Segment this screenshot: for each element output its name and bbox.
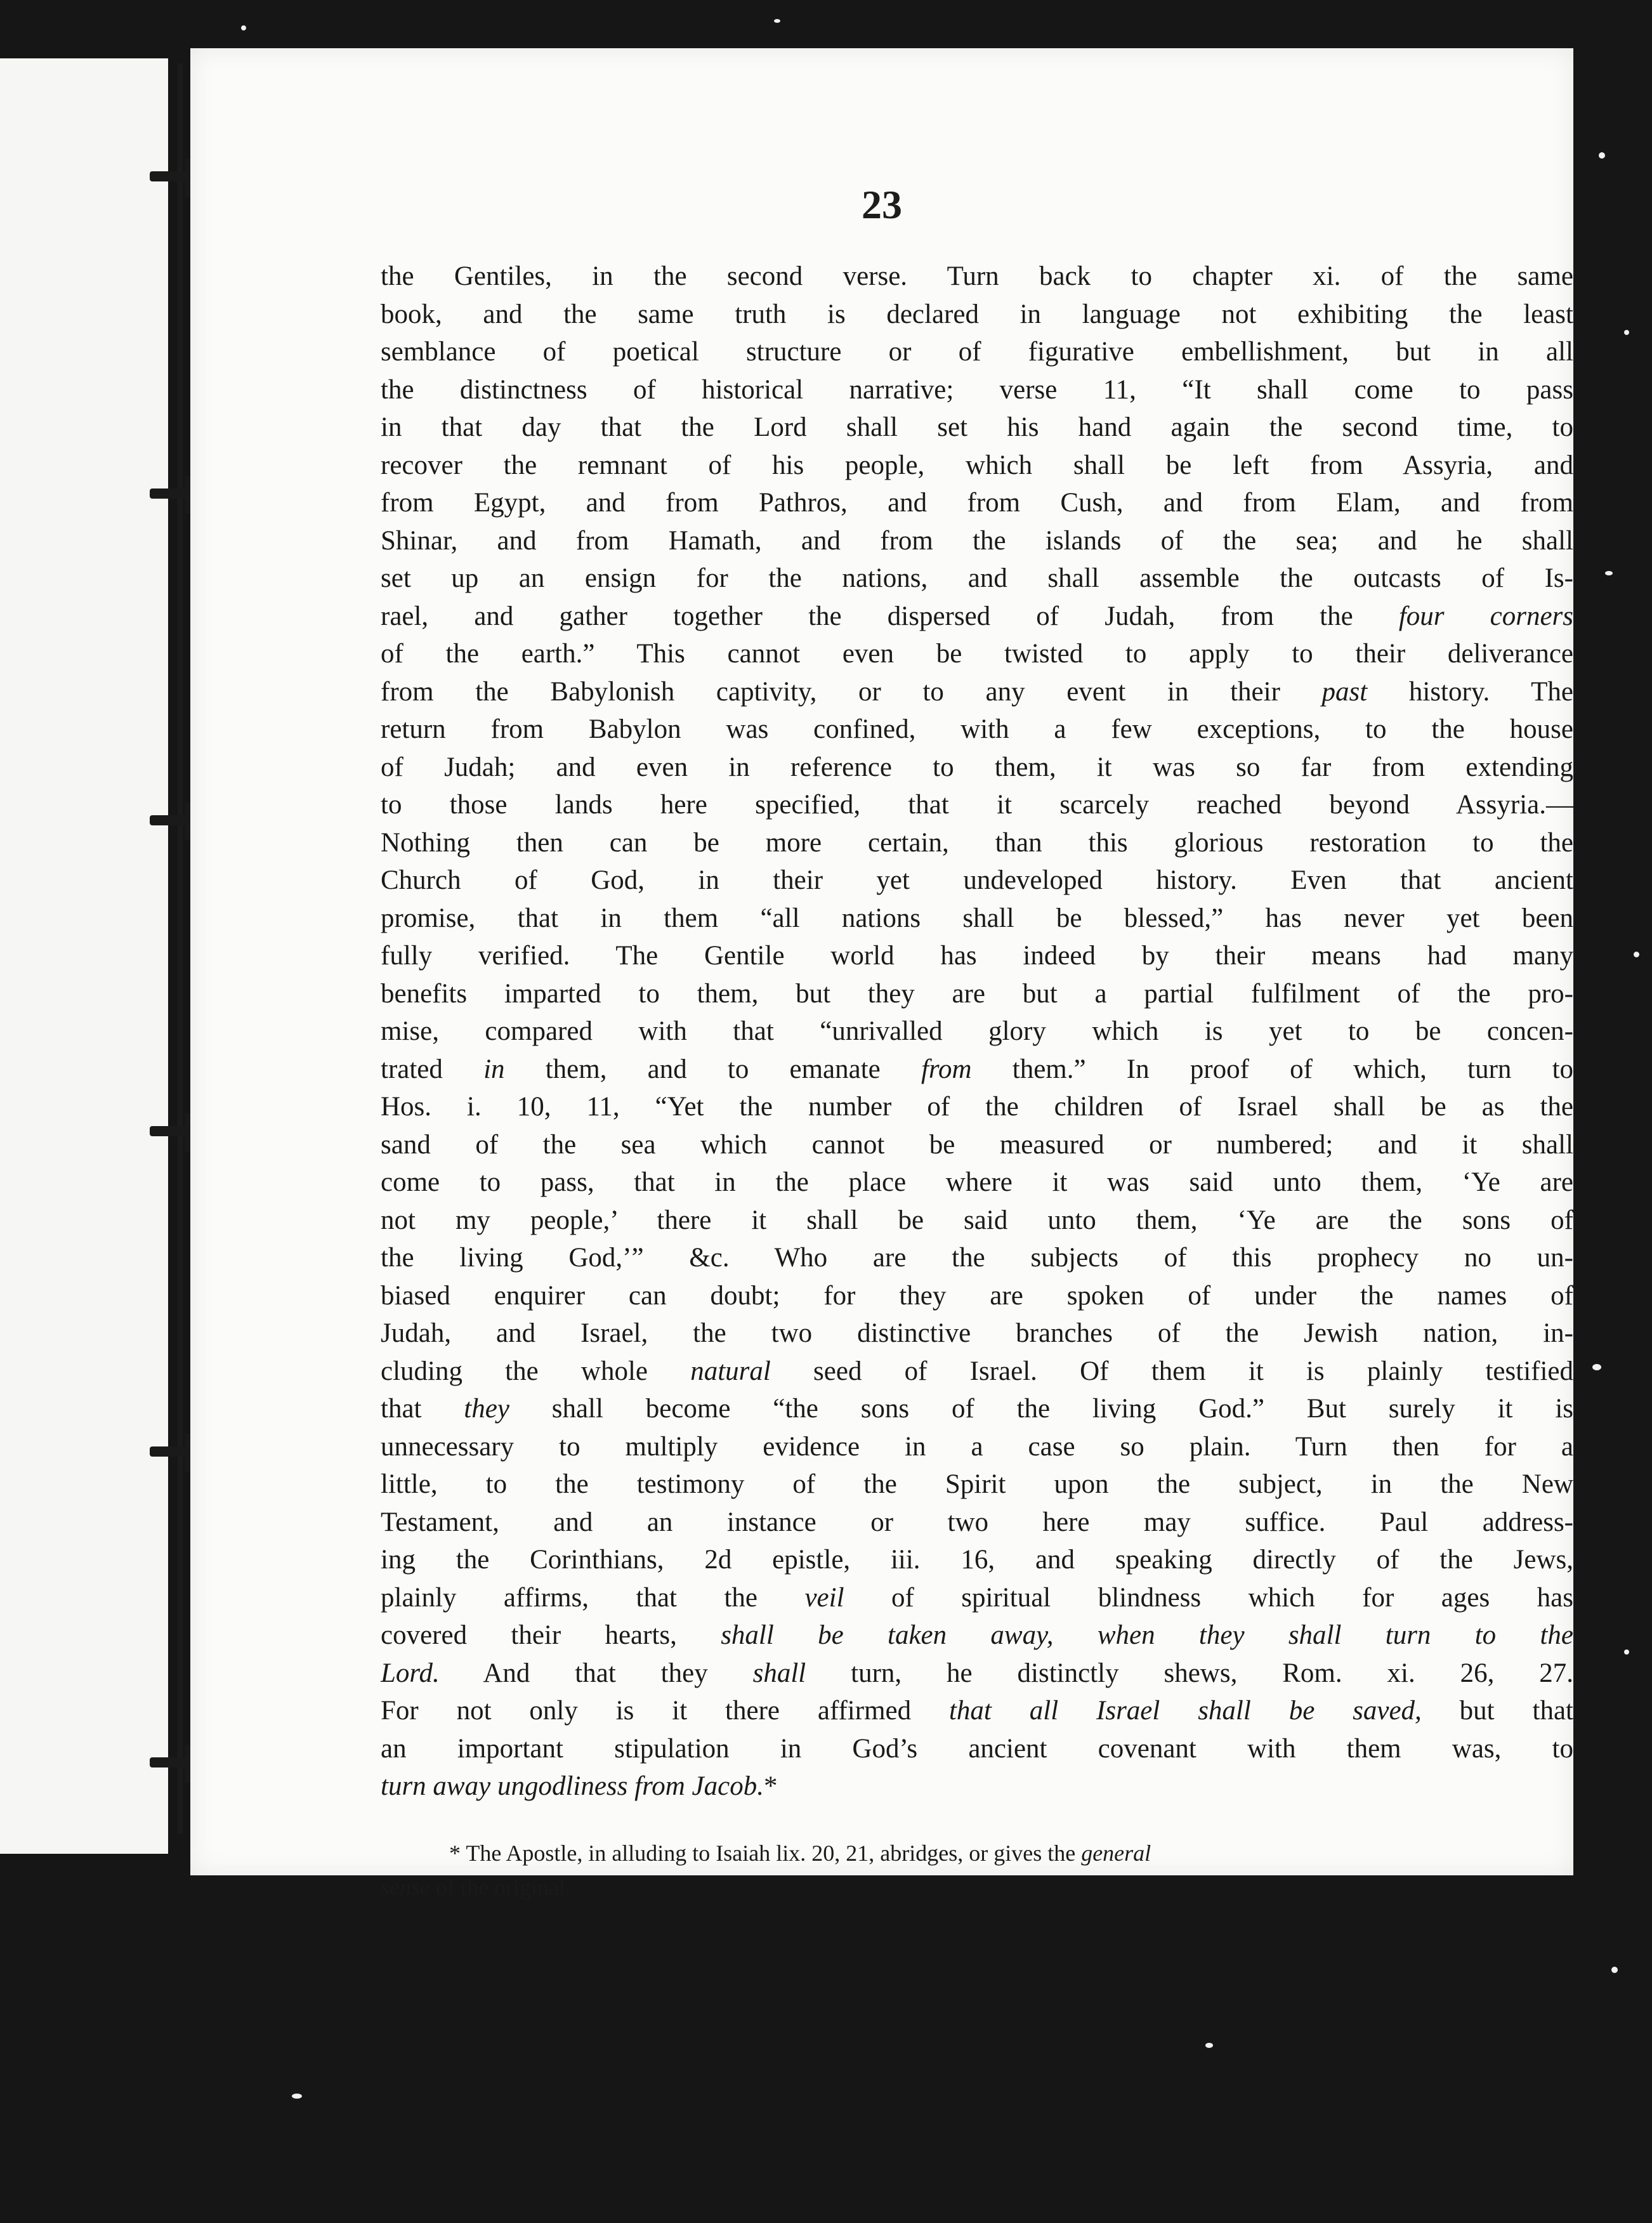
text-segment: promise, that in them “all nations shall be blessed,” has never yet been xyxy=(381,903,1573,933)
text-segment: little, to the testimony of the Spirit upon the subject, in the New xyxy=(381,1469,1573,1499)
text-segment: mise, compared with that “unrivalled glory which is yet to be concen- xyxy=(381,1016,1573,1046)
text-line xyxy=(381,824,1573,862)
text-line xyxy=(381,371,1573,409)
text-segment: in that day that the Lord shall set his hand again the second time, to xyxy=(381,412,1573,442)
text-line xyxy=(381,1428,1573,1466)
text-segment: them.” In proof of which, turn to xyxy=(971,1054,1574,1084)
text-segment: history. The xyxy=(1367,676,1573,707)
text-segment: from the Babylonish captivity, or to any event in their xyxy=(381,676,1322,707)
text-segment: an important stipulation in God’s ancient covenant with them was, to xyxy=(381,1733,1573,1764)
text-line xyxy=(381,975,1573,1013)
text-segment: to those lands here specified, that it scarcely reached beyond Assyria.— xyxy=(381,790,1573,820)
text-line xyxy=(381,1767,1573,1806)
text-segment: trated xyxy=(381,1054,484,1084)
text-segment: semblance of poetical structure or of figurative embellishment, but in all xyxy=(381,337,1573,367)
text-line xyxy=(381,598,1573,636)
text-line xyxy=(381,1126,1573,1164)
text-segment: Judah, and Israel, the two distinctive branches of the Jewish nation, in- xyxy=(381,1318,1573,1348)
footnote-line xyxy=(381,1836,1573,1870)
text-segment: the living God,’” &c. Who are the subjects of this prophecy no un- xyxy=(381,1243,1573,1273)
text-segment: of the original. xyxy=(429,1875,571,1900)
dust-speck xyxy=(1611,1967,1618,1973)
dust-speck xyxy=(241,25,246,30)
text-segment: * The Apostle, in alluding to Isaiah lix. 20, 21, abridges, or gives the xyxy=(449,1840,1082,1866)
text-segment: covered their hearts, xyxy=(381,1620,721,1650)
text-segment: sand of the sea which cannot be measured or numbered; and it shall xyxy=(381,1129,1573,1160)
text-segment: Church of God, in their yet undeveloped history. Even that ancient xyxy=(381,865,1573,895)
text-segment: fully verified. The Gentile world has indeed by their means had many xyxy=(381,941,1573,971)
italic-text: they xyxy=(464,1394,509,1424)
text-segment: turn, he distinctly shews, Rom. xi. 26, 27. xyxy=(806,1658,1573,1688)
text-line xyxy=(381,1579,1573,1617)
text-segment: recover the remnant of his people, which shall be left from Assyria, and xyxy=(381,450,1573,480)
binding-thread xyxy=(178,63,183,1833)
text-segment: the distinctness of historical narrative; verse 11, “It shall come to pass xyxy=(381,374,1573,405)
body-text xyxy=(381,258,1573,1806)
footnote-line xyxy=(381,1870,1573,1905)
text-line xyxy=(381,1616,1573,1655)
text-segment: but that xyxy=(1421,1696,1573,1726)
book-page xyxy=(190,48,1574,1900)
text-segment: come to pass, that in the place where it was said unto them, ‘Ye are xyxy=(381,1167,1573,1197)
text-line xyxy=(381,560,1573,598)
dust-speck xyxy=(1205,2043,1213,2048)
italic-text: four corners xyxy=(1398,601,1573,631)
text-line xyxy=(381,900,1573,938)
text-line xyxy=(381,1466,1573,1504)
text-line xyxy=(381,711,1573,749)
footnote xyxy=(381,1836,1573,1905)
text-line xyxy=(381,1202,1573,1240)
text-line xyxy=(381,937,1573,975)
dust-speck xyxy=(1592,1364,1601,1370)
dust-speck xyxy=(1605,571,1613,575)
text-line xyxy=(381,1730,1573,1768)
text-segment: unnecessary to multiply evidence in a case so plain. Turn then for a xyxy=(381,1431,1573,1462)
italic-text: in xyxy=(483,1054,505,1084)
text-line xyxy=(381,447,1573,485)
italic-text: from xyxy=(921,1054,972,1084)
text-line xyxy=(381,1239,1573,1277)
text-segment: ing the Corinthians, 2d epistle, iii. 16, and speaking directly of the Jews, xyxy=(381,1545,1573,1575)
italic-text: veil xyxy=(804,1582,844,1613)
text-line xyxy=(381,1051,1573,1089)
text-segment: not my people,’ there it shall be said unto them, ‘Ye are the sons of xyxy=(381,1205,1573,1235)
text-line xyxy=(381,522,1573,560)
italic-text: turn away ungodliness from Jacob. xyxy=(381,1771,764,1801)
text-line xyxy=(381,1088,1573,1126)
text-segment: cluding the whole xyxy=(381,1356,691,1386)
text-line xyxy=(381,635,1573,673)
text-segment: Shinar, and from Hamath, and from the islands of the sea; and he shall xyxy=(381,525,1573,556)
dust-speck xyxy=(292,2094,302,2099)
text-line xyxy=(381,1013,1573,1051)
text-segment: that xyxy=(381,1394,464,1424)
text-line xyxy=(381,1504,1573,1542)
text-line xyxy=(381,673,1573,711)
italic-text: that all Israel shall be saved, xyxy=(948,1696,1422,1726)
dust-speck xyxy=(1624,1649,1629,1655)
text-segment: Nothing then can be more certain, than this glorious restoration to the xyxy=(381,827,1573,858)
text-line xyxy=(381,1541,1573,1579)
text-line xyxy=(381,1692,1573,1730)
text-line xyxy=(381,1655,1573,1693)
dust-speck xyxy=(774,19,780,23)
text-line xyxy=(381,749,1573,787)
dust-speck xyxy=(1624,330,1629,335)
dust-speck xyxy=(1599,152,1605,159)
text-segment: Testament, and an instance or two here may suffice. Paul address- xyxy=(381,1507,1573,1537)
text-line xyxy=(381,409,1573,447)
text-segment: of spiritual blindness which for ages has xyxy=(844,1582,1573,1613)
text-segment: from Egypt, and from Pathros, and from Cush, and from Elam, and from xyxy=(381,488,1573,518)
text-segment: rael, and gather together the dispersed of Judah, from the xyxy=(381,601,1399,631)
italic-text: past xyxy=(1321,676,1368,707)
italic-text: Lord. xyxy=(381,1658,440,1688)
text-line xyxy=(381,786,1573,824)
text-line xyxy=(381,1390,1573,1428)
text-line xyxy=(381,1353,1573,1391)
dust-speck xyxy=(1634,952,1639,957)
text-segment: of Judah; and even in reference to them, it was so far from extending xyxy=(381,752,1573,782)
text-line xyxy=(381,1315,1573,1353)
page-number: 23 xyxy=(862,182,902,227)
text-segment: return from Babylon was confined, with a few exceptions, to the house xyxy=(381,714,1573,744)
text-line xyxy=(381,296,1573,334)
text-segment: * xyxy=(763,1771,778,1801)
italic-text: shall be taken away, when they shall turn to the xyxy=(721,1620,1573,1650)
text-segment: set up an ensign for the nations, and shall assemble the outcasts of Is- xyxy=(381,563,1573,593)
text-segment: seed of Israel. Of them it is plainly testified xyxy=(770,1356,1573,1386)
text-segment: the Gentiles, in the second verse. Turn back to chapter xi. of the same xyxy=(381,261,1573,291)
italic-text: sense xyxy=(381,1875,430,1900)
italic-text: general xyxy=(1081,1840,1151,1866)
text-line xyxy=(381,484,1573,522)
text-segment: them, and to emanate xyxy=(504,1054,921,1084)
text-line xyxy=(381,862,1573,900)
text-line xyxy=(381,1164,1573,1202)
text-segment: plainly affirms, that the xyxy=(381,1582,805,1613)
italic-text: shall xyxy=(752,1658,806,1688)
text-line xyxy=(381,1277,1573,1315)
text-segment: And that they xyxy=(439,1658,753,1688)
text-segment: of the earth.” This cannot even be twisted to apply to their deliverance xyxy=(381,639,1573,669)
facing-page-edge xyxy=(0,58,168,1854)
italic-text: natural xyxy=(690,1356,771,1386)
text-line xyxy=(381,258,1573,296)
text-segment: Hos. i. 10, 11, “Yet the number of the children of Israel shall be as the xyxy=(381,1092,1573,1122)
text-segment: book, and the same truth is declared in language not exhibiting the least xyxy=(381,299,1573,329)
text-segment: benefits imparted to them, but they are but a partial fulfilment of the pro- xyxy=(381,978,1573,1009)
text-line xyxy=(381,333,1573,371)
text-segment: shall become “the sons of the living God.” But surely it is xyxy=(509,1394,1573,1424)
text-segment: For not only is it there affirmed xyxy=(381,1696,949,1726)
text-segment: biased enquirer can doubt; for they are spoken of under the names of xyxy=(381,1280,1573,1311)
